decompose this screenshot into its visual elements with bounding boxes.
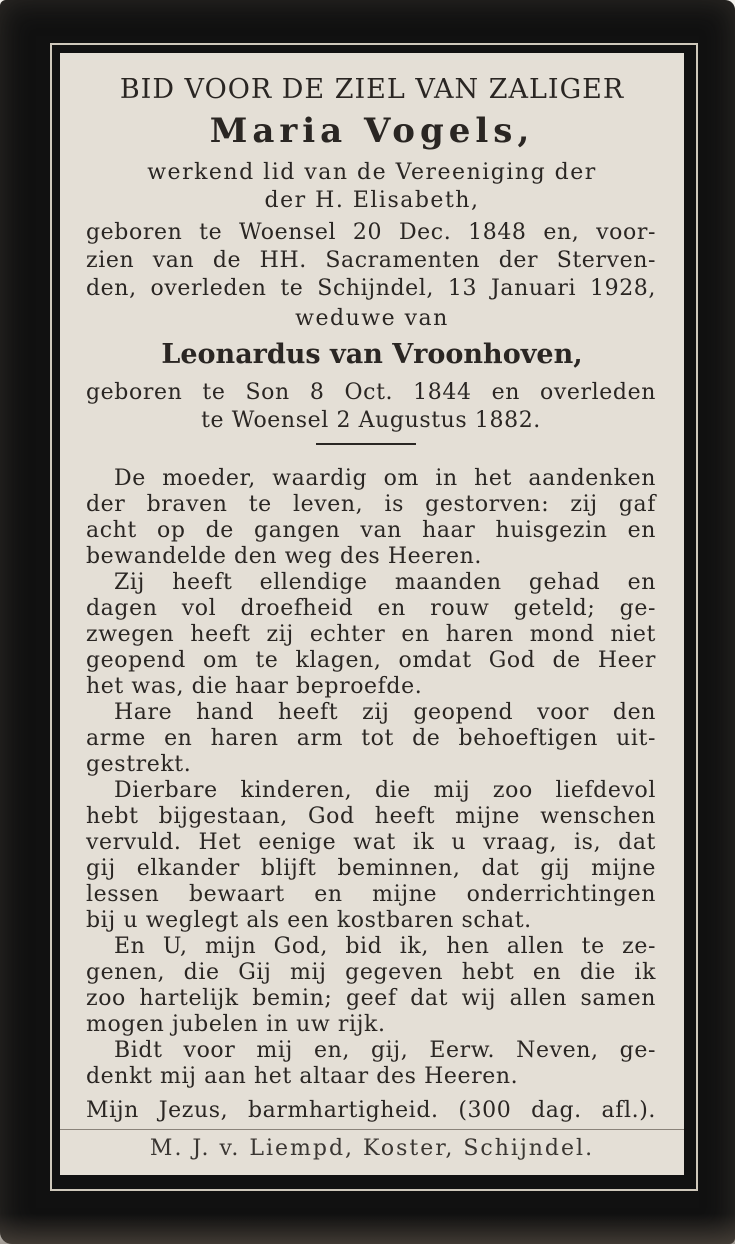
indulgence-prayer: Mijn Jezus, barmhartigheid. (300 dag. afl.).	[86, 1098, 656, 1123]
text-line: gij elkander blijft beminnen, dat gij mijne	[86, 856, 656, 881]
text-line: dagen vol droefheid en rouw geteld; ge-	[86, 596, 656, 621]
card-text-panel	[60, 53, 684, 1175]
membership-line-2: der H. Elisabeth,	[264, 188, 480, 213]
text-line: gestrekt.	[86, 752, 192, 777]
husband-name: Leonardus van Vroonhoven,	[161, 339, 583, 370]
membership-line-1: werkend lid van de Vereeniging der	[147, 160, 597, 185]
birth-line-3: den, overleden te Schijndel, 13 Januari 1928,	[86, 276, 656, 301]
text-line: Bidt voor mij en, gij, Eerw. Neven, ge-	[114, 1038, 656, 1063]
text-line: En U, mijn God, bid ik, hen allen te ze-	[114, 934, 656, 959]
text-line: Dierbare kinderen, die mij zoo liefdevol	[114, 778, 656, 803]
separator-rule	[316, 443, 416, 445]
text-line: De moeder, waardig om in het aandenken	[114, 466, 656, 491]
deceased-name: Maria Vogels,	[209, 111, 535, 151]
text-line: zwegen heeft zij echter en haren mond niet	[86, 622, 656, 647]
text-line: denkt mij aan het altaar des Heeren.	[86, 1064, 519, 1089]
text-line: arme en haren arm tot de behoeftigen uit-	[86, 726, 656, 751]
widow-label: weduwe van	[295, 306, 449, 331]
text-line: het was, die haar beproefde.	[86, 674, 423, 699]
birth-line-1: geboren te Woensel 20 Dec. 1848 en, voor-	[86, 220, 656, 245]
text-line: acht op de gangen van haar huisgezin en	[86, 518, 656, 543]
birth-line-2: zien van de HH. Sacramenten der Sterven-	[86, 248, 656, 273]
text-line: lessen bewaart en mijne onderrichtingen	[86, 882, 656, 907]
text-line: bij u weglegt als een kostbaren schat.	[86, 908, 532, 933]
text-line: bewandelde den weg des Heeren.	[86, 544, 482, 569]
text-line: geopend om te klagen, omdat God de Heer	[86, 648, 656, 673]
text-line: vervuld. Het eenige wat ik u vraag, is, dat	[86, 830, 656, 855]
text-line: hebt bijgestaan, God heeft mijne wenschen	[86, 804, 656, 829]
bottom-rule	[60, 1129, 684, 1130]
text-line: mogen jubelen in uw rijk.	[86, 1012, 386, 1037]
text-line: zoo hartelijk bemin; geef dat wij allen samen	[86, 986, 656, 1011]
text-line: Hare hand heeft zij geopend voor den	[114, 700, 656, 725]
text-line: genen, die Gij mij gegeven hebt en die ik	[86, 960, 656, 985]
printer-credit: M. J. v. Liempd, Koster, Schijndel.	[149, 1136, 595, 1161]
text-line: der braven te leven, is gestorven: zij gaf	[86, 492, 656, 517]
card-heading: BID VOOR DE ZIEL VAN ZALIGER	[119, 74, 625, 105]
husband-line-2: te Woensel 2 Augustus 1882.	[201, 408, 541, 433]
text-line: Zij heeft ellendige maanden gehad en	[114, 570, 656, 595]
husband-line-1: geboren te Son 8 Oct. 1844 en overleden	[86, 380, 656, 405]
